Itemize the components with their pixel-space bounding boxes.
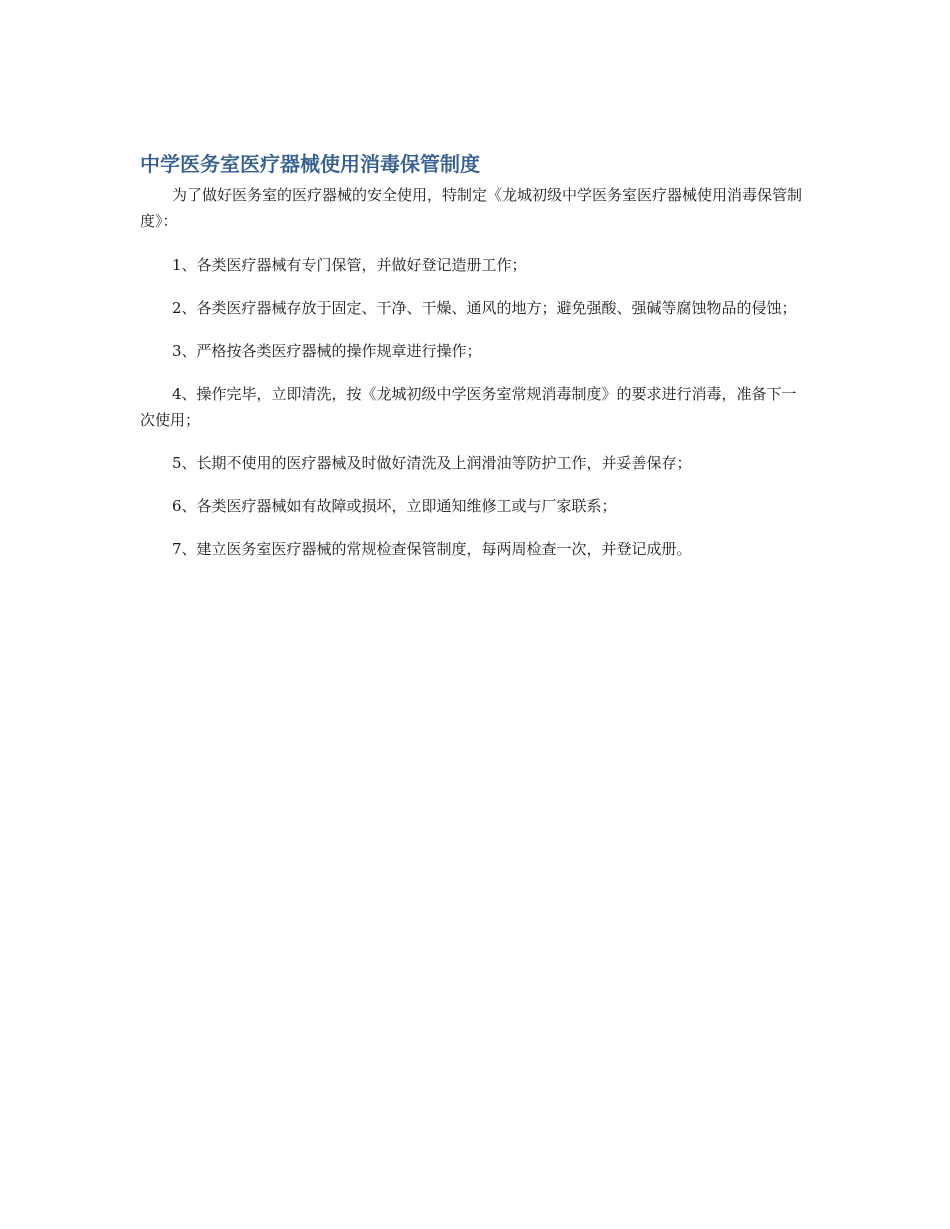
document-page	[140, 150, 810, 579]
rule-item-1: 1、各类医疗器械有专门保管，并做好登记造册工作；	[172, 256, 527, 274]
intro-paragraph: 为了做好医务室的医疗器械的安全使用，特制定《龙城初级中学医务室医疗器械使用消毒保管制度》：	[140, 186, 803, 230]
rule-item-6: 6、各类医疗器械如有故障或损坏，立即通知维修工或与厂家联系；	[172, 497, 617, 515]
rule-item-7: 7、建立医务室医疗器械的常规检查保管制度，每两周检查一次，并登记成册。	[172, 540, 692, 558]
rule-item-3: 3、严格按各类医疗器械的操作规章进行操作；	[172, 342, 482, 360]
rule-item-5: 5、长期不使用的医疗器械及时做好清洗及上润滑油等防护工作，并妥善保存；	[172, 454, 692, 472]
rule-item-4: 4、操作完毕，立即清洗，按《龙城初级中学医务室常规消毒制度》的要求进行消毒，准备下一次使用；	[140, 385, 797, 429]
rule-item-2: 2、各类医疗器械存放于固定、干净、干燥、通风的地方；避免强酸、强碱等腐蚀物品的侵蚀；	[172, 299, 797, 317]
document-title: 中学医务室医疗器械使用消毒保管制度	[140, 152, 480, 176]
